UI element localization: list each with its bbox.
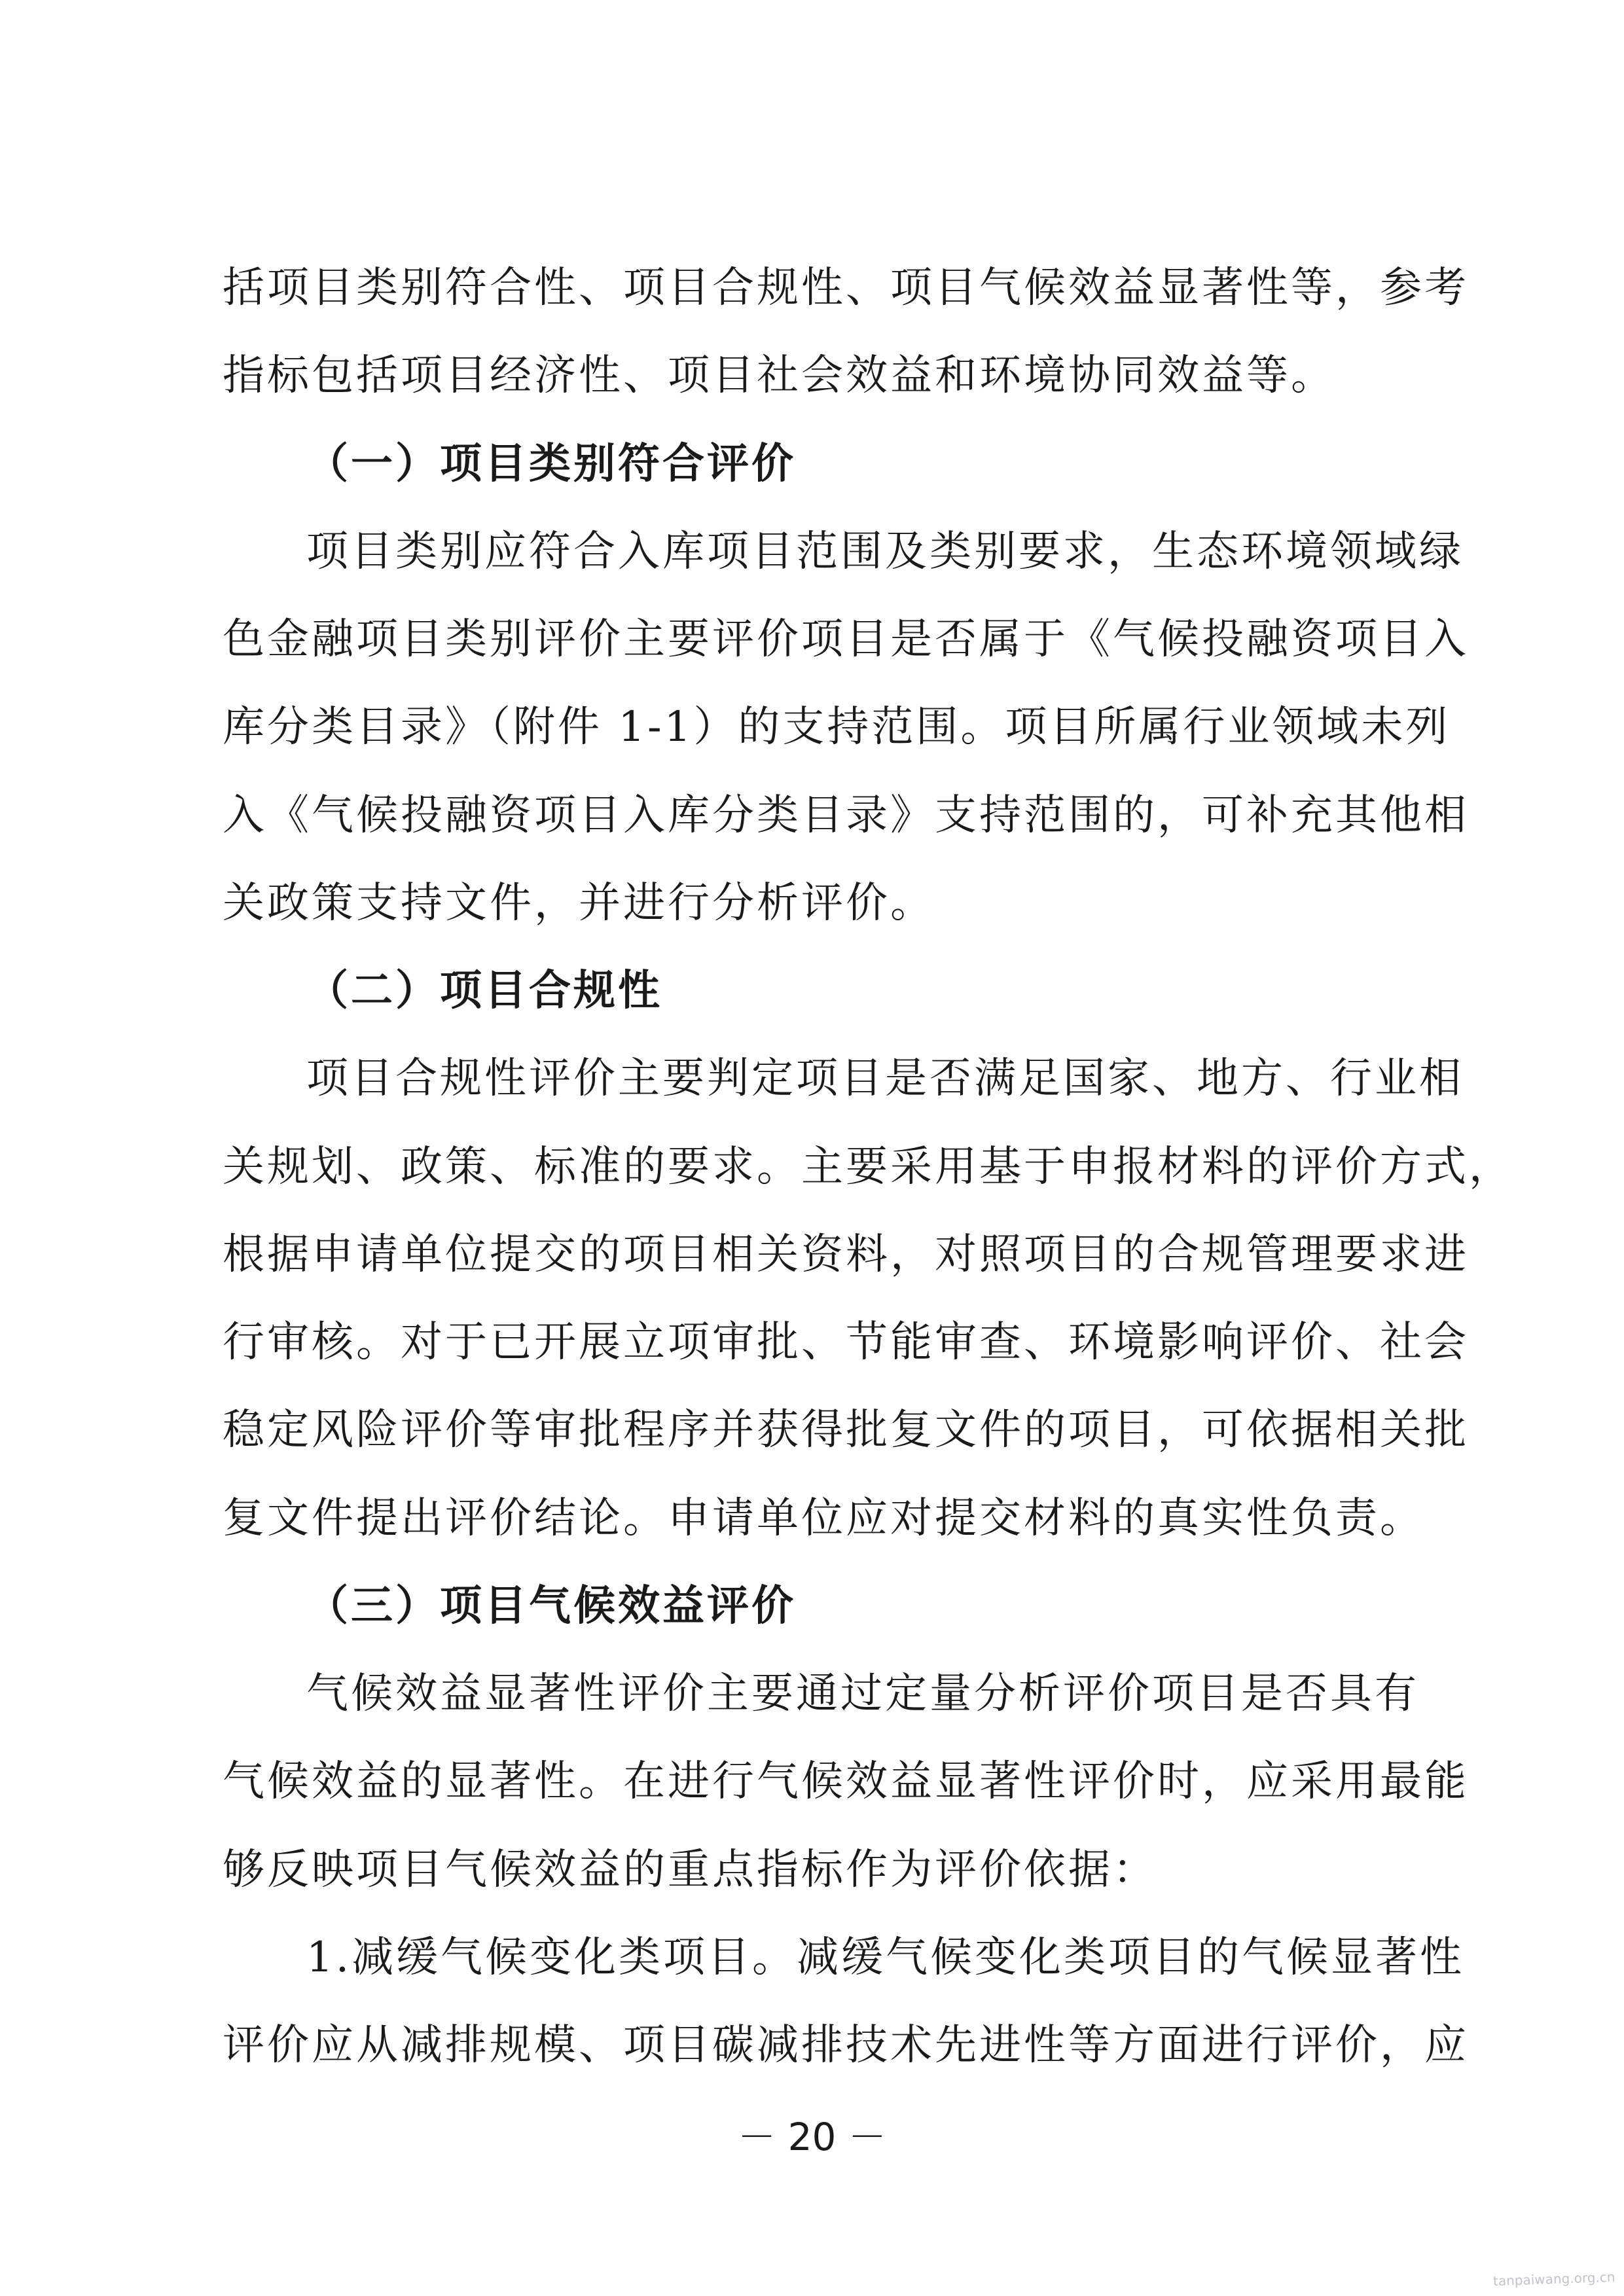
paragraph-first-line: 气候效益显著性评价主要通过定量分析评价项目是否具有 [306,1670,1419,1718]
paragraph-first-line: 项目类别应符合入库项目范围及类别要求，生态环境领域绿 [306,528,1464,576]
body-text-line: 括项目类别符合性、项目合规性、项目气候效益显著性等，参考 [223,264,1469,312]
body-text-line: 评价应从减排规模、项目碳减排技术先进性等方面进行评价，应 [223,2021,1469,2070]
section-heading-3: （三）项目气候效益评价 [306,1581,796,1630]
body-text-line: 够反映项目气候效益的重点指标作为评价依据： [223,1846,1157,1894]
watermark: tanpaiwang.org.cn [1492,2269,1615,2289]
body-text-line: 库分类目录》（附件 1-1）的支持范围。项目所属行业领域未列 [223,703,1451,751]
body-text-line: 关规划、政策、标准的要求。主要采用基于申报材料的评价方式， [223,1143,1513,1191]
body-text-line: 入《气候投融资项目入库分类目录》支持范围的，可补充其他相 [223,791,1469,840]
body-text-line: 色金融项目类别评价主要评价项目是否属于《气候投融资项目入 [223,615,1469,664]
body-text-line: 根据申请单位提交的项目相关资料，对照项目的合规管理要求进 [223,1230,1469,1279]
list-item-first-line: 1.减缓气候变化类项目。减缓气候变化类项目的气候显著性 [306,1933,1465,1982]
section-heading-2: （二）项目合规性 [306,966,662,1015]
body-text-line: 复文件提出评价结论。申请单位应对提交材料的真实性负责。 [223,1494,1424,1543]
body-text-line: 关政策支持文件，并进行分析评价。 [223,879,935,927]
body-text-line: 气候效益的显著性。在进行气候效益显著性评价时，应采用最能 [223,1757,1469,1806]
page-number: － 20 － [738,2115,886,2159]
body-text-line: 指标包括项目经济性、项目社会效益和环境协同效益等。 [223,351,1335,400]
body-text-line: 稳定风险评价等审批程序并获得批复文件的项目，可依据相关批 [223,1406,1469,1454]
section-heading-1: （一）项目类别符合评价 [306,439,796,488]
body-text-line: 行审核。对于已开展立项审批、节能审查、环境影响评价、社会 [223,1318,1469,1367]
paragraph-first-line: 项目合规性评价主要判定项目是否满足国家、地方、行业相 [306,1054,1464,1103]
